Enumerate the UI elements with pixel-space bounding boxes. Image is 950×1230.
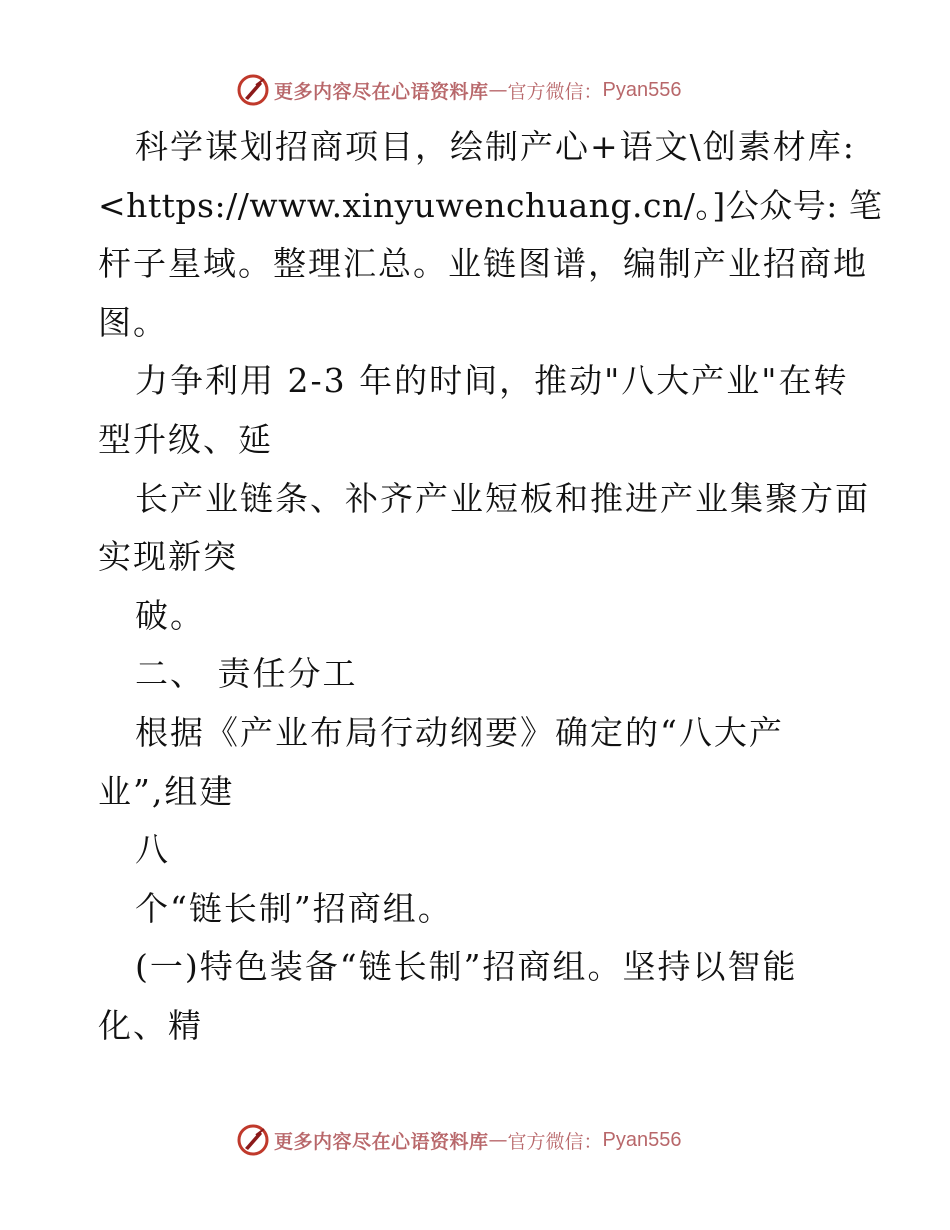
watermark-dash: — bbox=[488, 79, 508, 101]
footer-watermark bbox=[236, 1122, 682, 1158]
text-line: <https://www.xinyuwenchuang.cn/。]公众号: 笔 bbox=[98, 185, 883, 225]
text-line: 个“链长制”招商组。 bbox=[135, 888, 453, 928]
text-line: 长产业链条、补齐产业短板和推进产业集聚方面 bbox=[135, 478, 870, 518]
watermark-label: 官方微信： bbox=[507, 80, 603, 103]
header-watermark bbox=[236, 72, 682, 108]
quill-logo-icon bbox=[236, 1123, 270, 1157]
text-line: 实现新突 bbox=[98, 537, 238, 577]
text-line: 图。 bbox=[98, 302, 168, 342]
watermark-dash: — bbox=[488, 1129, 508, 1151]
text-line: 科学谋划招商项目，绘制产心+语文\创素材库: bbox=[135, 127, 856, 166]
text-line: 业”,组建 bbox=[98, 771, 235, 811]
text-line: 破。 bbox=[135, 595, 205, 635]
quill-logo-icon bbox=[236, 73, 270, 107]
watermark-text: 更多内容尽在心语资料库 bbox=[274, 1130, 489, 1153]
watermark-wechat-id: Pyan556 bbox=[602, 78, 682, 101]
text-line: 杆子星域。整理汇总。业链图谱，编制产业招商地 bbox=[98, 244, 868, 284]
text-line: 八 bbox=[135, 830, 170, 870]
text-line: 型升级、延 bbox=[98, 419, 273, 459]
text-line: (一)特色装备“链长制”招商组。坚持以智能 bbox=[135, 947, 798, 987]
section-heading: 二、 责任分工 bbox=[135, 654, 358, 694]
text-line: 化、精 bbox=[98, 1005, 203, 1045]
watermark-label: 官方微信： bbox=[507, 1130, 603, 1153]
text-line: 根据《产业布局行动纲要》确定的“八大产 bbox=[135, 712, 784, 752]
watermark-wechat-id: Pyan556 bbox=[602, 1128, 682, 1151]
watermark-text: 更多内容尽在心语资料库 bbox=[274, 80, 489, 103]
text-line: 力争利用 2-3 年的时间，推动"八大产业"在转 bbox=[135, 361, 849, 401]
document-body bbox=[98, 118, 883, 1056]
